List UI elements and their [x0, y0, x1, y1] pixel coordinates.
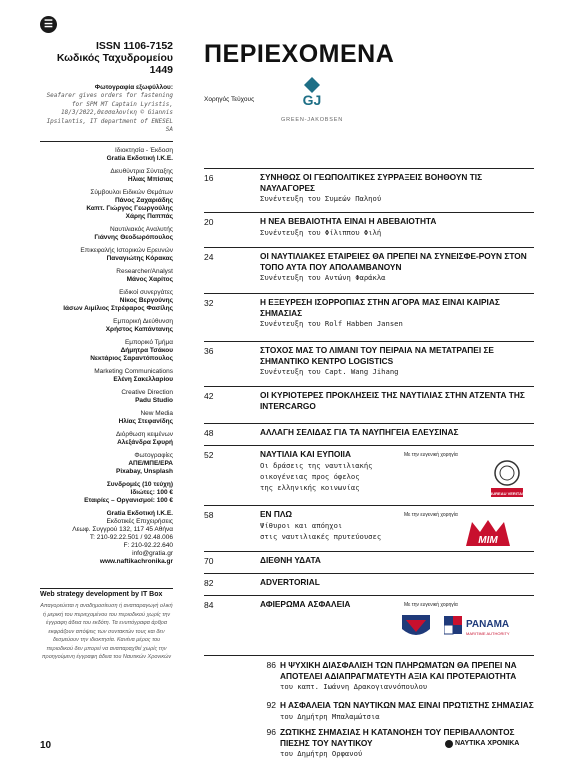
- staff-name: Ελένη Σακελλαρίου: [113, 375, 173, 383]
- publisher-website-link[interactable]: www.naftikachronika.gr: [99, 557, 173, 565]
- staff-name: Αλεξάνδρα Σφυρή: [117, 438, 173, 446]
- toc-page-number: 58: [204, 510, 214, 520]
- toc-title: Η ΕΞΕΥΡΕΣΗ ΙΣΟΡΡΟΠΙΑΣ ΣΤΗΝ ΑΓΟΡΑ ΜΑΣ ΕΙΝΑΙ ΚΑΙΡΙΑΣ ΣΗΜΑΣΙΑΣ: [260, 297, 500, 318]
- publisher-info: [40, 510, 173, 566]
- toc-page-number: 52: [204, 450, 214, 460]
- toc-page-number: 20: [204, 217, 214, 227]
- staff-role: Ειδικοί συνεργάτες: [119, 288, 173, 296]
- toc-title: ΣΥΝΗΘΩΣ ΟΙ ΓΕΩΠΟΛΙΤΙΚΕΣ ΣΥΡΡΑΞΕΙΣ ΒΟΗΘΟΥΝ ΤΙΣ ΝΑΥΛΑΓΟΡΕΣ: [260, 172, 483, 193]
- bureau-veritas-text: BUREAU VERITAS: [489, 491, 525, 496]
- toc-subtitle: του Δημήτρη Μπαλαμώτσια: [280, 711, 380, 721]
- staff-role: Διευθύντρια Σύνταξης: [110, 167, 173, 175]
- publisher-address: Λεωφ. Συγγρού 132, 117 45 Αθήνα: [72, 525, 173, 533]
- toc-entry[interactable]: [204, 386, 534, 423]
- staff-role: Marketing Communications: [94, 367, 173, 375]
- staff-role: Ιδιοκτησία - Έκδοση: [114, 146, 173, 154]
- brand-logo-icon: [445, 740, 453, 748]
- toc-page-number: 96: [266, 727, 276, 737]
- staff-name: ΑΠΕ/ΜΠΕ/EPA: [128, 459, 173, 467]
- toc-subtitle: Συνέντευξη του Rolf Habben Jansen: [260, 319, 403, 328]
- toc-subtitle: Οι δράσεις της ναυτιλιακής: [260, 460, 373, 470]
- staff-name: Ιάσων Αιμίλιος Στρέφαρος Φασίλης: [63, 304, 173, 312]
- staff-role: Διόρθωση κειμένων: [115, 430, 173, 438]
- toc-subtitle: της ελληνικής κοινωνίας: [260, 482, 360, 492]
- staff-block: [40, 339, 173, 363]
- postal-code-label: Κωδικός Ταχυδρομείου: [56, 52, 173, 64]
- toc-title: ΔΙΕΘΝΗ ΥΔΑΤΑ: [260, 555, 321, 565]
- toc-page-number: 84: [204, 600, 214, 610]
- staff-block: [40, 189, 173, 221]
- green-jakobsen-logo: [275, 75, 350, 125]
- postal-code: 1449: [149, 64, 173, 76]
- staff-name: Χάρης Παππάς: [125, 212, 173, 220]
- toc-page-number: 36: [204, 346, 214, 356]
- toc-title: ΟΙ ΝΑΥΤΙΛΙΑΚΕΣ ΕΤΑΙΡΕΙΕΣ ΘΑ ΠΡΕΠΕΙ ΝΑ ΣΥΝΕΙΣΦΕ-ΡΟΥΝ ΣΤΟΝ ΤΟΠΟ ΑΥΤΑ ΠΟΥ ΑΠΟΛΑΜΒΑΝΟΥΝ: [260, 251, 527, 272]
- toc-entry[interactable]: [204, 595, 534, 655]
- toc-entry[interactable]: [204, 573, 534, 595]
- toc-entry[interactable]: [204, 168, 534, 212]
- toc-entry[interactable]: [204, 551, 534, 573]
- footer-brand: ΝΑΥΤΙΚΑ ΧΡΟΝΙΚΑ: [455, 740, 520, 747]
- publisher-email[interactable]: info@gratia.gr: [132, 549, 173, 557]
- staff-name: Δήμητρα Τσάκου: [120, 346, 173, 354]
- toc-title: ΑΛΛΑΓΗ ΣΕΛΙΔΑΣ ΓΙΑ ΤΑ ΝΑΥΠΗΓΕΙΑ ΕΛΕΥΣΙΝΑΣ: [260, 427, 459, 437]
- staff-name: Γιάννης Θεοδωρόπουλος: [94, 233, 173, 241]
- toc-title: ΝΑΥΤΙΛΙΑ ΚΑΙ ΕΥΠΟΙΙΑ: [260, 449, 351, 459]
- gj-logo-caption: GREEN-JAKOBSEN: [281, 117, 343, 123]
- staff-name: Gratia Εκδοτική Ι.Κ.Ε.: [106, 154, 173, 162]
- issn: ISSN 1106-7152: [95, 40, 173, 52]
- staff-list: [40, 147, 173, 476]
- sponsor-tag: Με την ευγενική χορηγία: [404, 602, 458, 608]
- toc-title: ADVERTORIAL: [260, 577, 320, 587]
- page-number: 10: [40, 740, 52, 751]
- toc-title: Η ΨΥΧΙΚΗ ΔΙΑΣΦΑΛΙΣΗ ΤΩΝ ΠΛΗΡΩΜΑΤΩΝ ΘΑ ΠΡΕΠΕΙ ΝΑ ΑΠΟΤΕΛΕΙ ΑΔΙΑΠΡΑΓΜΑΤΕΥΤΗ ΑΞΙΑ ΚΑΙ ΠΡΟΤΕΡΑΙΟΤΗΤΑ: [280, 660, 517, 681]
- staff-block: [40, 247, 173, 263]
- panama-logo-subtext: MARITIME AUTHORITY: [466, 631, 510, 636]
- staff-block: [40, 389, 173, 405]
- staff-name: Χρήστος Καπάντανης: [105, 325, 173, 333]
- mim-logo: [466, 518, 510, 548]
- hellenic-coast-guard-logo: [396, 612, 436, 644]
- staff-name: Μάνος Χαρίτος: [126, 275, 173, 283]
- staff-role: Εμπορική Διεύθυνση: [113, 317, 173, 325]
- staff-name: Νίκος Βεργούνης: [119, 296, 173, 304]
- staff-block: [40, 147, 173, 163]
- toc-page-number: 32: [204, 298, 214, 308]
- toc-subtitle: Συνέντευξη του Φίλιππου Φιλή: [260, 227, 382, 237]
- staff-name: Pixabay, Unsplash: [116, 467, 173, 475]
- publisher-name: Gratia Εκδοτική Ι.Κ.Ε.: [106, 509, 173, 517]
- staff-role: Εμπορικό Τμήμα: [124, 338, 173, 346]
- toc-entry[interactable]: [204, 505, 534, 551]
- subscriptions: [40, 481, 173, 505]
- divider: [40, 141, 173, 142]
- staff-role: Φωτογραφίες: [134, 451, 173, 459]
- toc-subtitle: στις ναυτιλιακές πρυτεύουσες: [260, 531, 382, 541]
- copyright-disclaimer: Απαγορεύεται η αναδημοσίευση ή αναπαραγωγή ολική ή μερική του περιεχομένου του περιοδικού χωρίς την έγγραφη άδεια του εκδότη. Τα ενυπόγραφα άρθρα εκφράζουν απόψεις των συντακτών τους και δεν δεσμεύουν την ιδιοκτησία. Κανένα μέρος του περιοδικού δεν μπορεί να αναπαραχθεί χωρίς την προηγούμενη έγγραφη άδεια του Ναυτικών Χρονικών: [40, 603, 173, 660]
- toc-subtitle: του καπτ. Ιωάννη Δρακογιαννόπουλου: [280, 682, 428, 691]
- publisher-fax: F: 210-92.22.640: [123, 541, 173, 549]
- toc-title: ΖΩΤΙΚΗΣ ΣΗΜΑΣΙΑΣ Η ΚΑΤΑΝΟΗΣΗ ΤΟΥ ΠΕΡΙΒΑΛΛΟΝΤΟΣ ΠΙΕΣΗΣ ΤΟΥ ΝΑΥΤΙΚΟΥ: [280, 727, 515, 748]
- staff-block: [40, 268, 173, 284]
- toc-page-number: 92: [266, 700, 276, 710]
- toc-title: Η ΝΕΑ ΒΕΒΑΙΟΤΗΤΑ ΕΙΝΑΙ Η ΑΒΕΒΑΙΟΤΗΤΑ: [260, 216, 437, 226]
- toc-entry[interactable]: [204, 423, 534, 445]
- toc-entry[interactable]: [204, 247, 534, 293]
- sponsor-tag: Με την ευγενική χορηγία: [404, 452, 458, 458]
- staff-block: [40, 368, 173, 384]
- staff-role: New Media: [140, 409, 173, 417]
- staff-role: Ναυτιλιακός Αναλυτής: [109, 225, 173, 233]
- staff-block: [40, 431, 173, 447]
- toc-subtitle: οικογένειας προς όφελος: [260, 471, 360, 481]
- toc-title: ΑΦΙΕΡΩΜΑ ΑΣΦΑΛΕΙΑ: [260, 599, 351, 609]
- staff-block: [40, 289, 173, 313]
- staff-role: Επικεφαλής Ιστορικών Ερευνών: [80, 246, 173, 254]
- toc-title: ΟΙ ΚΥΡΙΟΤΕΡΕΣ ΠΡΟΚΛΗΣΕΙΣ ΤΗΣ ΝΑΥΤΙΛΙΑΣ ΣΤΗΝ ΑΤΖΕΝΤΑ ΤΗΣ INTERCARGO: [260, 390, 525, 411]
- toc-sub-entry[interactable]: [204, 660, 534, 702]
- cover-photo-label: Φωτογραφία εξωφύλλου:: [94, 84, 173, 91]
- magazine-logo-icon: ☰: [40, 16, 57, 33]
- divider: [204, 655, 534, 656]
- staff-role: Σύμβουλοι Ειδικών Θεμάτων: [90, 188, 173, 196]
- staff-name: Ηλίας Στεφανίδης: [118, 417, 173, 425]
- staff-role: Researcher/Analyst: [116, 267, 173, 275]
- staff-block: [40, 318, 173, 334]
- publisher-phone: T: 210-92.22.501 / 92.48.006: [89, 533, 173, 541]
- toc-subtitle: Συνέντευξη του Αντώνη Φαράκλα: [260, 273, 386, 282]
- cover-photo-credit: Seafarer gives orders for fastening for SPM MT Captain Lyristis, 18/3/2022,Θεσσαλονίκη © Giannis Ipsilantis, IT department of ENESEL SA: [46, 92, 173, 133]
- toc-entry[interactable]: [204, 212, 534, 247]
- panama-logo-text: PANAMA: [466, 619, 510, 630]
- toc-title: Η ΑΣΦΑΛΕΙΑ ΤΩΝ ΝΑΥΤΙΚΩΝ ΜΑΣ ΕΙΝΑΙ ΠΡΩΤΙΣΤΗΣ ΣΗΜΑΣΙΑΣ: [280, 700, 534, 710]
- staff-name: Καπτ. Γιώργος Γεωργούλης: [86, 204, 173, 212]
- masthead: [40, 40, 173, 571]
- toc-page-number: 24: [204, 252, 214, 262]
- toc-entry[interactable]: [204, 341, 534, 386]
- toc-page-number: 48: [204, 428, 214, 438]
- staff-block: [40, 410, 173, 426]
- toc-subtitle: του Δημήτρη Ορφανού: [280, 749, 363, 758]
- subscription-individuals: Ιδιώτες: 100 €: [130, 488, 173, 496]
- issue-sponsor-label: Χορηγός Τεύχους: [204, 96, 255, 103]
- staff-block: [40, 452, 173, 476]
- page-title: ΠΕΡΙΕΧΟΜΕΝΑ: [204, 40, 395, 68]
- toc-title: ΣΤΟΧΟΣ ΜΑΣ ΤΟ ΛΙΜΑΝΙ ΤΟΥ ΠΕΙΡΑΙΑ ΝΑ ΜΕΤΑΤΡΑΠΕΙ ΣΕ ΣΗΜΑΝΤΙΚΟ ΚΕΝΤΡΟ LOGISTICS: [260, 345, 494, 366]
- toc-subtitle: Συνέντευξη του Συμεών Παληού: [260, 194, 382, 203]
- staff-name: Ηλιας Μπίσιας: [127, 175, 173, 183]
- toc-page-number: 70: [204, 556, 214, 566]
- publisher-line: Εκδοτικές Επιχειρήσεις: [106, 517, 173, 525]
- staff-name: Πάνος Ζαχαριάδης: [114, 196, 173, 204]
- toc-entry[interactable]: [204, 445, 534, 505]
- web-strategy-credit: Web strategy development by IT Box: [40, 588, 173, 598]
- toc-subtitle: Συνέντευξη του Capt. Wang Jihang: [260, 367, 399, 376]
- sponsor-tag: Με την ευγενική χορηγία: [404, 512, 458, 518]
- bureau-veritas-logo: [489, 459, 525, 499]
- staff-block: [40, 226, 173, 242]
- staff-block: [40, 168, 173, 184]
- staff-name: Padu Studio: [135, 396, 173, 404]
- gj-logo-mark: GJ: [302, 92, 322, 108]
- toc-sub-entry[interactable]: [204, 700, 534, 722]
- toc-title: ΕΝ ΠΛΩ: [260, 509, 293, 519]
- toc-page-number: 82: [204, 578, 214, 588]
- toc-page-number: 16: [204, 173, 214, 183]
- mim-logo-text: MIM: [478, 535, 498, 546]
- toc-entry[interactable]: [204, 293, 534, 341]
- subscriptions-title: Συνδρομές (10 τεύχη): [106, 480, 173, 488]
- staff-name: Νεκτάριος Σαραντόπουλος: [90, 354, 173, 362]
- staff-name: Παναγιώτης Κόρακας: [106, 254, 173, 262]
- subscription-companies: Εταιρίες – Οργανισμοί: 100 €: [84, 496, 173, 504]
- toc-page-number: 42: [204, 391, 214, 401]
- staff-role: Creative Direction: [121, 388, 173, 396]
- toc-page-number: 86: [266, 660, 276, 670]
- toc-subtitle: Ψίθυροι και απόηχοι: [260, 520, 343, 530]
- panama-maritime-authority-logo: [444, 614, 534, 640]
